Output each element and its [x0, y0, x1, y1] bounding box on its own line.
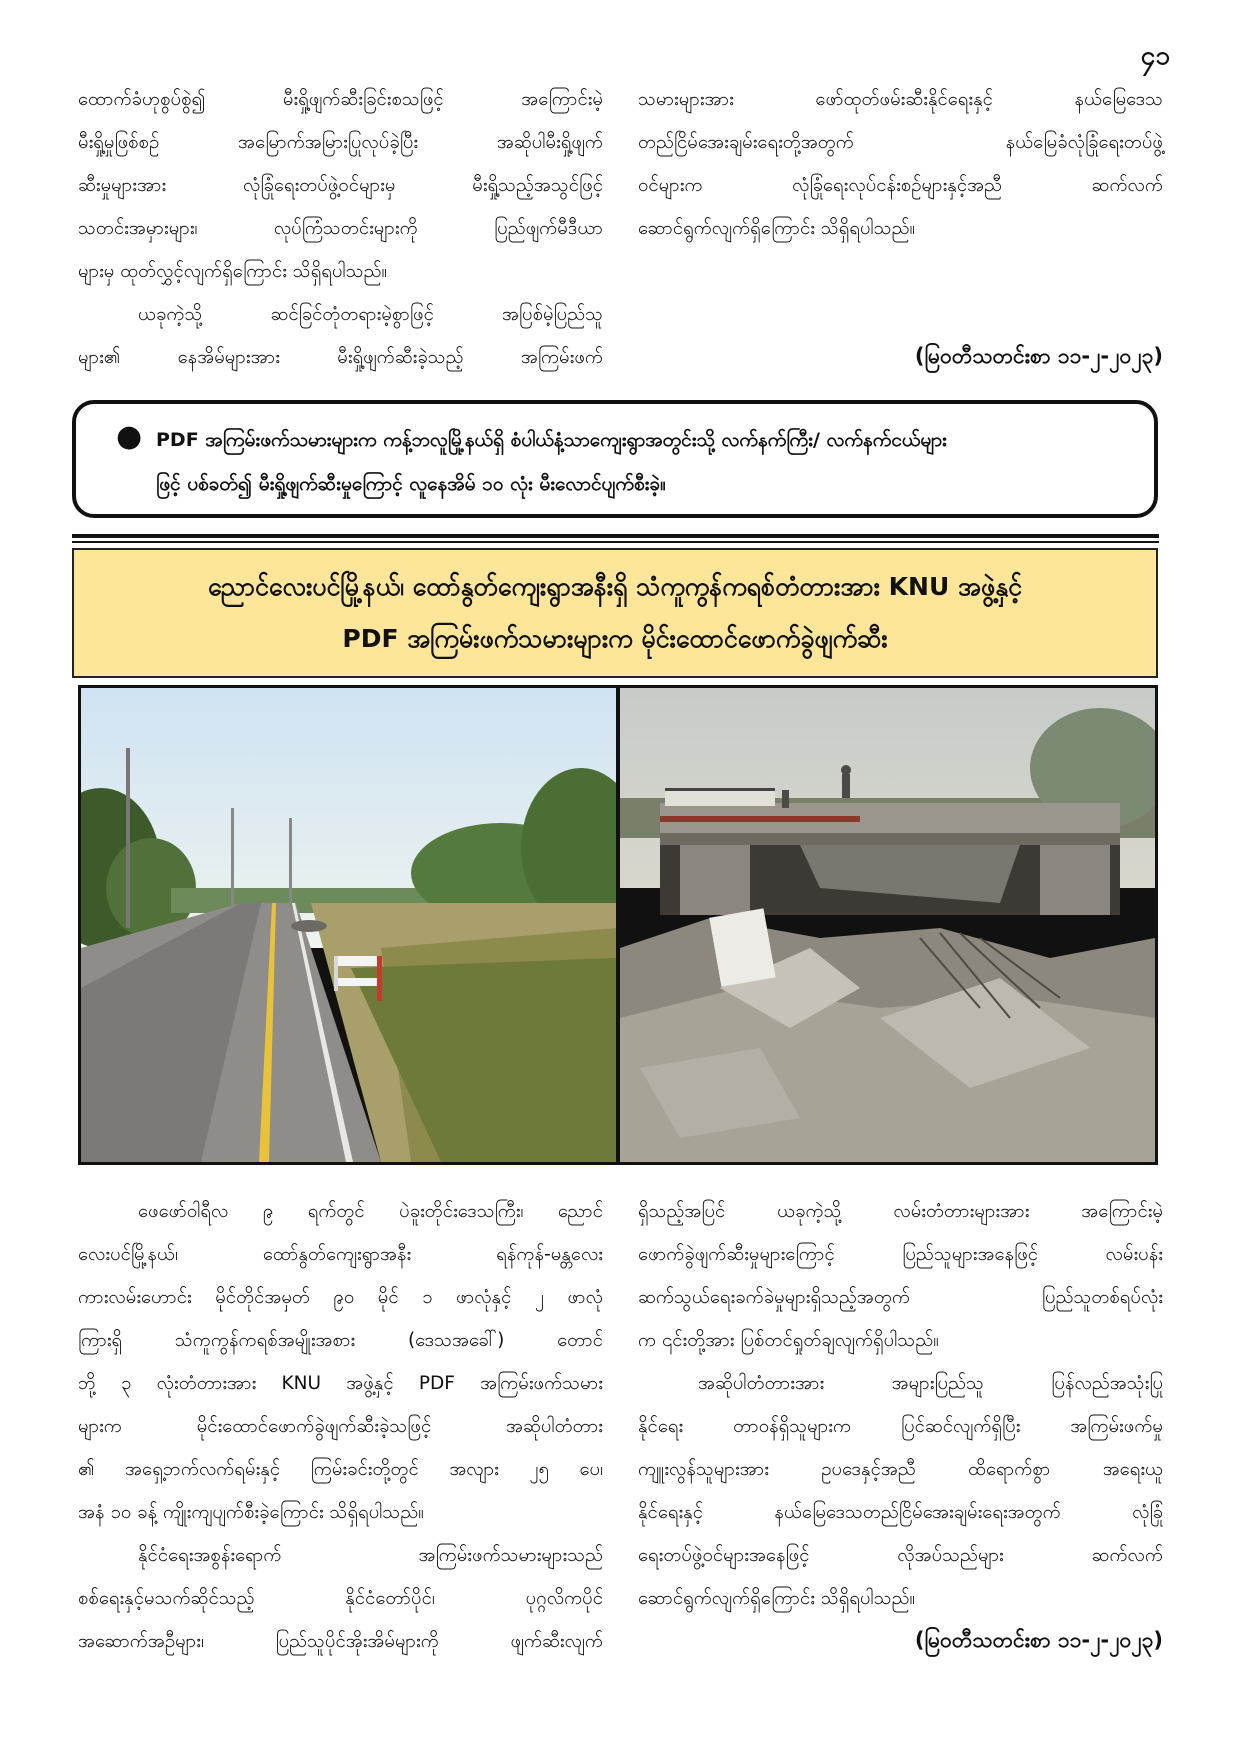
text-line: အဆိုပါတံတားအား အများပြည်သူ ပြန်လည်အသုံးပြု: [698, 1373, 1163, 1394]
text-line: များက မိုင်းထောင်ဖောက်ခွဲဖျက်ဆီးခဲ့သဖြင့် အဆိုပါတံတား: [78, 1416, 603, 1437]
highlight-text: [156, 418, 947, 504]
source-citation: (မြဝတီသတင်းစာ ၁၁-၂-၂၀၂၃): [914, 1628, 1163, 1652]
text-line: နိုင်ငံရေးအစွန်းရောက် အကြမ်းဖက်သမားများသည်: [138, 1545, 603, 1566]
source-citation: (မြဝတီသတင်းစာ ၁၁-၂-၂၀၂၃): [914, 344, 1163, 368]
highlight-line: PDF အကြမ်းဖက်သမားများက ကန့်ဘလူမြို့နယ်ရှိ စံပါယ်နံ့သာကျေးရွာအတွင်းသို့ လက်နက်ကြီး/ လက်နက်ငယ်များ: [156, 429, 947, 451]
text-line: အနံ ၁၀ ခန့် ကျိုးကျပျက်စီးခဲ့ကြောင်း သိရှိရပါသည်။: [78, 1502, 424, 1523]
text-line: နိုင်ရေး တာဝန်ရှိသူများက ပြင်ဆင်လျက်ရှိပြီး အကြမ်းဖက်မှု: [638, 1416, 1163, 1437]
divider: [72, 534, 1159, 538]
bottom-left-column: [78, 1190, 603, 1663]
text-line: ဝင်များက လုံခြုံရေးလုပ်ငန်းစဉ်များနှင့်အညီ ဆက်လက်: [638, 175, 1163, 196]
highlight-box: [72, 400, 1158, 518]
text-line: ဆောင်ရွက်လျက်ရှိကြောင်း သိရှိရပါသည်။: [638, 218, 916, 239]
text-line: လေးပင်မြို့နယ်၊ ထော်နွတ်ကျေးရွာအနီး ရန်ကုန်-မန္တလေး: [78, 1244, 603, 1265]
divider: [72, 541, 1159, 543]
text-line: ဖောက်ခွဲဖျက်ဆီးမှုများကြောင့် ပြည်သူများအနေဖြင့် လမ်းပန်း: [638, 1244, 1163, 1265]
page-number: ၄၁: [1140, 41, 1170, 71]
text-line: ဘို့ ၃ လုံးတံတားအား KNU အဖွဲ့နှင့် PDF အကြမ်းဖက်သမား: [78, 1373, 603, 1394]
text-line: ကျူးလွန်သူများအား ဥပဒေနှင့်အညီ ထိရောက်စွာ အရေးယူ: [638, 1459, 1163, 1480]
text-line: ယခုကဲ့သို့ ဆင်ခြင်တုံတရားမဲ့စွာဖြင့် အပြစ်မဲ့ပြည်သူ: [138, 304, 603, 325]
text-line: သမားများအား ဖော်ထုတ်ဖမ်းဆီးနိုင်ရေးနှင့် နယ်မြေဒေသ: [638, 89, 1163, 110]
top-right-column: [638, 78, 1163, 378]
text-line: ထောက်ခံဟုစွပ်စွဲ၍ မီးရှို့ဖျက်ဆီးခြင်းစသဖြင့် အကြောင်းမဲ့: [78, 89, 603, 110]
bridge-photo: [620, 688, 1155, 1162]
text-line: ဆက်သွယ်ရေးခက်ခဲမှုများရှိသည့်အတွက် ပြည်သူတစ်ရပ်လုံး: [638, 1287, 1163, 1308]
bullet-icon: ●: [116, 419, 143, 454]
text-line: များမှ ထုတ်လွှင့်လျက်ရှိကြောင်း သိရှိရပါသည်။: [78, 261, 388, 282]
text-line: ကားလမ်းဟောင်း မိုင်တိုင်အမှတ် ၉၀ မိုင် ၁ ဖာလုံနှင့် ၂ ဖာလုံ: [78, 1287, 603, 1308]
text-line: သတင်းအမှားများ၊ လုပ်ကြံသတင်းများကို ပြည်ဖျက်မီဒီယာ: [78, 218, 603, 239]
text-line: ၏ အရှေ့ဘက်လက်ရမ်းနှင့် ကြမ်းခင်းတို့တွင် အလျား ၂၅ ပေ၊: [78, 1459, 603, 1480]
top-left-column: [78, 78, 603, 378]
title-line: PDF အကြမ်းဖက်သမားများက မိုင်းထောင်ဖောက်ခွဲဖျက်ဆီး: [342, 624, 888, 653]
text-line: အဆောက်အဦများ၊ ပြည်သူပိုင်အိုးအိမ်များကို ဖျက်ဆီးလျက်: [78, 1631, 603, 1652]
text-line: များ၏ နေအိမ်များအား မီးရှို့ဖျက်ဆီးခဲ့သည့် အကြမ်းဖက်: [78, 347, 603, 368]
text-line: ရှိသည့်အပြင် ယခုကဲ့သို့ လမ်းတံတားများအား အကြောင်းမဲ့: [638, 1201, 1163, 1222]
text-line: ရေးတပ်ဖွဲ့ဝင်များအနေဖြင့် လိုအပ်သည်များ ဆက်လက်: [638, 1545, 1163, 1566]
text-line: စစ်ရေးနှင့်မသက်ဆိုင်သည့် နိုင်ငံတော်ပိုင်၊ ပုဂ္ဂလိကပိုင်: [78, 1588, 603, 1609]
text-line: နိုင်ရေးနှင့် နယ်မြေဒေသတည်ငြိမ်အေးချမ်းရေးအတွက် လုံခြုံ: [638, 1502, 1163, 1523]
top-columns: [78, 78, 1163, 378]
photo-frame: [78, 685, 1158, 1165]
road-photo: [81, 688, 616, 1162]
text-line: ဆီးမှုများအား လုံခြုံရေးတပ်ဖွဲ့ဝင်များမှ မီးရှို့သည့်အသွင်ဖြင့်: [78, 175, 603, 196]
text-line: ကြားရှိ သံကူကွန်ကရစ်အမျိုးအစား (ဒေသအခေါ်) တောင်: [78, 1330, 603, 1351]
text-line: ဖေဖော်ဝါရီလ ၉ ရက်တွင် ပဲခူးတိုင်းဒေသကြီး၊ ညောင်: [138, 1201, 603, 1222]
article-title: [72, 548, 1158, 678]
title-line: ညောင်လေးပင်မြို့နယ်၊ ထော်နွတ်ကျေးရွာအနီးရှိ သံကူကွန်ကရစ်တံတားအား KNU အဖွဲ့နှင့်: [208, 572, 1022, 601]
text-line: မီးရှို့မှုဖြစ်စဉ် အမြောက်အမြားပြုလုပ်ခဲ့ပြီး အဆိုပါမီးရှို့ဖျက်: [78, 132, 603, 153]
text-line: ဆောင်ရွက်လျက်ရှိကြောင်း သိရှိရပါသည်။: [638, 1588, 916, 1609]
highlight-line: ဖြင့် ပစ်ခတ်၍ မီးရှို့ဖျက်ဆီးမှုကြောင့် လူနေအိမ် ၁၀ လုံး မီးလောင်ပျက်စီးခဲ့။: [156, 473, 666, 495]
text-line: က ၎င်းတို့အား ပြစ်တင်ရှုတ်ချလျက်ရှိပါသည်။: [638, 1330, 939, 1351]
bottom-columns: [78, 1190, 1163, 1663]
bottom-right-column: [638, 1190, 1163, 1663]
text-line: တည်ငြိမ်အေးချမ်းရေးတို့အတွက် နယ်မြေခံလုံခြုံရေးတပ်ဖွဲ့: [638, 132, 1163, 153]
